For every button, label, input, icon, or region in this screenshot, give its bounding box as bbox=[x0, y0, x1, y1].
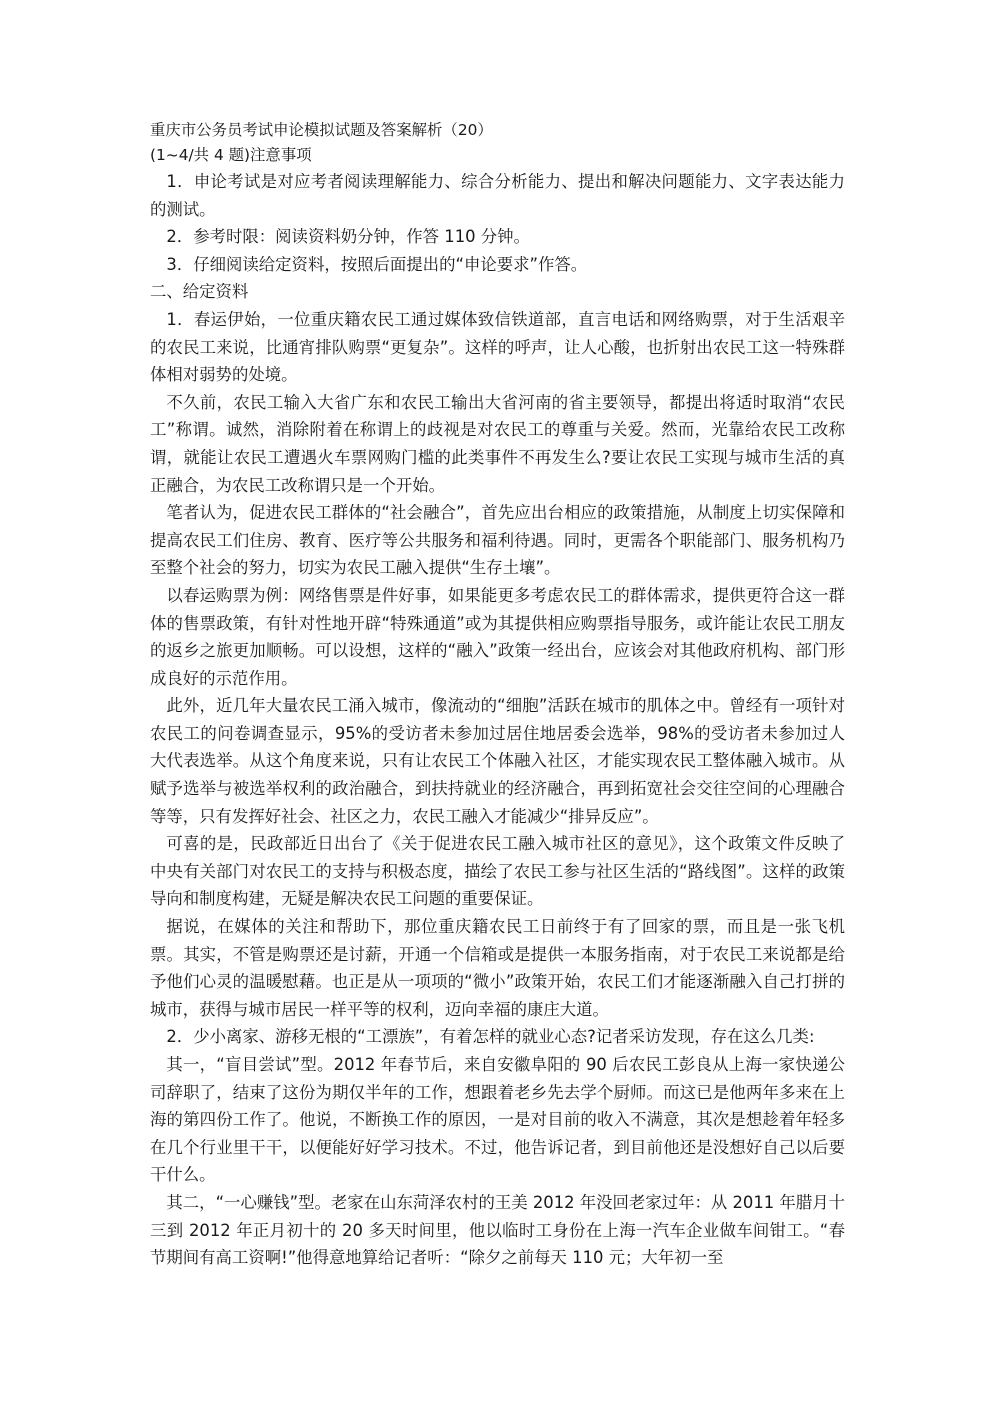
paragraph: 可喜的是，民政部近日出台了《关于促进农民工融入城市社区的意见》，这个政策文件反映了中央有关部门对农民工的支持与积极态度，描绘了农民工参与社区生活的“路线图”。这样的政策导向和制度构建，无疑是解决农民工问题的重要保证。 bbox=[150, 834, 845, 909]
document-title: 重庆市公务员考试申论模拟试题及答案解析（20） bbox=[150, 121, 493, 139]
paragraph: 以春运购票为例：网络售票是件好事，如果能更多考虑农民工的群体需求，提供更符合这一群体的售票政策，有针对性地开辟“特殊通道”或为其提供相应购票指导服务，或许能让农民工朋友的返乡之旅更加顺畅。可以设想，这样的“融入”政策一经出台，应该会对其他政府机构、部门形成良好的示范作用。 bbox=[150, 585, 845, 688]
section-heading: 二、给定资料 bbox=[150, 282, 249, 302]
note-item: 3．仔细阅读给定资料，按照后面提出的“申论要求”作答。 bbox=[166, 254, 588, 274]
paragraph: 1．春运伊始，一位重庆籍农民工通过媒体致信铁道部，直言电话和网络购票，对于生活艰辛的农民工来说，比通宵排队购票“更复杂”。这样的呼声，让人心酸，也折射出农民工这一特殊群体相对弱势的处境。 bbox=[150, 309, 845, 385]
note-item: 2．参考时限：阅读资料奶分钟，作答 110 分钟。 bbox=[166, 227, 530, 247]
paragraph: 据说，在媒体的关注和帮助下，那位重庆籍农民工日前终于有了回家的票，而且是一张飞机票。其实，不管是购票还是讨薪，开通一个信箱或是提供一本服务指南，对于农民工来说都是给予他们心灵的温暖慰藉。也正是从一项项的“微小”政策开始，农民工们才能逐渐融入自己打拼的城市，获得与城市居民一样平等的权利，迈向幸福的康庄大道。 bbox=[150, 917, 845, 1019]
paragraph: 笔者认为，促进农民工群体的“社会融合”，首先应出台相应的政策措施，从制度上切实保障和提高农民工们住房、教育、医疗等公共服务和福利待遇。同时，更需各个职能部门、服务机构乃至整个社会的努力，切实为农民工融入提供“生存土壤”。 bbox=[150, 503, 845, 578]
paragraph: 不久前，农民工输入大省广东和农民工输出大省河南的省主要领导，都提出将适时取消“农民工”称谓。诚然，消除附着在称谓上的歧视是对农民工的尊重与关爱。然而，光靠给农民工改称谓，就能让农民工遭遇火车票网购门槛的此类事件不再发生么?要让农民工实现与城市生活的真正融合，为农民工改称谓只是一个开始。 bbox=[150, 392, 845, 495]
paragraph: 其二，“一心赚钱”型。老家在山东菏泽农村的王美 2012 年没回老家过年：从 2011 年腊月十三到 2012 年正月初十的 20 多天时间里，他以临时工身份在上海一汽车企业做车间钳工。“春节期间有高工资啊!”他得意地算给记者听：“除夕之前每天 110 元；大年初一至 bbox=[150, 1192, 845, 1268]
paragraph: 其一，“盲目尝试”型。2012 年春节后，来自安徽阜阳的 90 后农民工彭良从上海一家快递公司辞职了，结束了这份为期仅半年的工作，想跟着老乡先去学个厨师。而这已是他两年多来在上海的第四份工作了。他说，不断换工作的原因，一是对目前的收入不满意，其次是想趁着年轻多在几个行业里干干，以便能好好学习技术。不过，他告诉记者，到目前他还是没想好自己以后要干什么。 bbox=[150, 1055, 845, 1185]
note-item: 1．申论考试是对应考者阅读理解能力、综合分析能力、提出和解决问题能力、文字表达能力的测试。 bbox=[150, 172, 845, 219]
paragraph: 此外，近几年大量农民工涌入城市，像流动的“细胞”活跃在城市的肌体之中。曾经有一项针对农民工的问卷调查显示，95%的受访者未参加过居住地居委会选举，98%的受访者未参加过人大代表选举。从这个角度来说，只有让农民工个体融入社区，才能实现农民工整体融入城市。从赋予选举与被选举权利的政治融合，到扶持就业的经济融合，再到拓宽社会交往空间的心理融合等等，只有发挥好社会、社区之力，农民工融入才能减少“排异反应”。 bbox=[150, 696, 845, 826]
document-meta: (1~4/共 4 题)注意事项 bbox=[150, 146, 312, 164]
document-page bbox=[150, 118, 845, 1272]
paragraph: 2．少小离家、游移无根的“工漂族”，有着怎样的就业心态?记者采访发现，存在这么几类: bbox=[166, 1027, 815, 1047]
